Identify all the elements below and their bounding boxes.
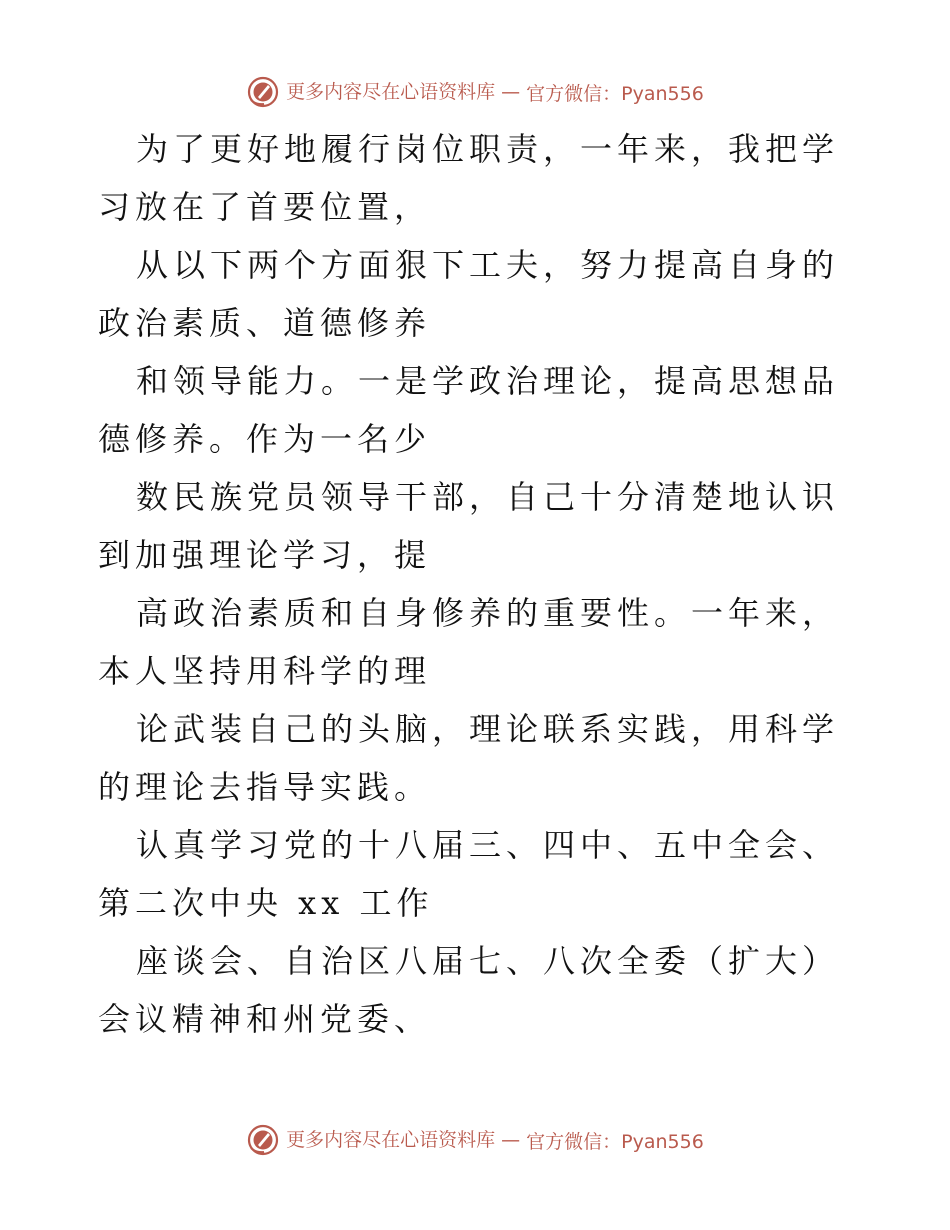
header-contact-text: 官方微信：Pyan556 bbox=[526, 82, 704, 105]
paragraph: 数民族党员领导干部，自己十分清楚地认识到加强理论学习，提 bbox=[98, 478, 840, 574]
paragraph: 高政治素质和自身修养的重要性。一年来，本人坚持用科学的理 bbox=[98, 594, 840, 690]
footer-separator: — bbox=[501, 1129, 521, 1151]
paragraph: 认真学习党的十八届三、四中、五中全会、第二次中央 xx 工作 bbox=[98, 826, 840, 922]
quill-pen-icon bbox=[246, 75, 280, 109]
header-site-text: 更多内容尽在心语资料库 bbox=[286, 80, 496, 103]
paragraph: 和领导能力。一是学政治理论，提高思想品德修养。作为一名少 bbox=[98, 362, 840, 458]
paragraph: 论武装自己的头脑，理论联系实践，用科学的理论去指导实践。 bbox=[98, 710, 840, 806]
footer-contact-text: 官方微信：Pyan556 bbox=[526, 1130, 704, 1153]
footer-site-text: 更多内容尽在心语资料库 bbox=[286, 1128, 496, 1151]
header-banner bbox=[0, 72, 950, 112]
paragraph: 从以下两个方面狠下工夫，努力提高自身的政治素质、道德修养 bbox=[98, 246, 840, 342]
quill-pen-icon bbox=[246, 1123, 280, 1157]
body-content bbox=[98, 120, 858, 1048]
paragraph: 为了更好地履行岗位职责，一年来，我把学习放在了首要位置， bbox=[98, 130, 840, 226]
header-separator: — bbox=[501, 81, 521, 103]
paragraph: 座谈会、自治区八届七、八次全委（扩大）会议精神和州党委、 bbox=[98, 942, 840, 1038]
footer-banner bbox=[0, 1120, 950, 1160]
